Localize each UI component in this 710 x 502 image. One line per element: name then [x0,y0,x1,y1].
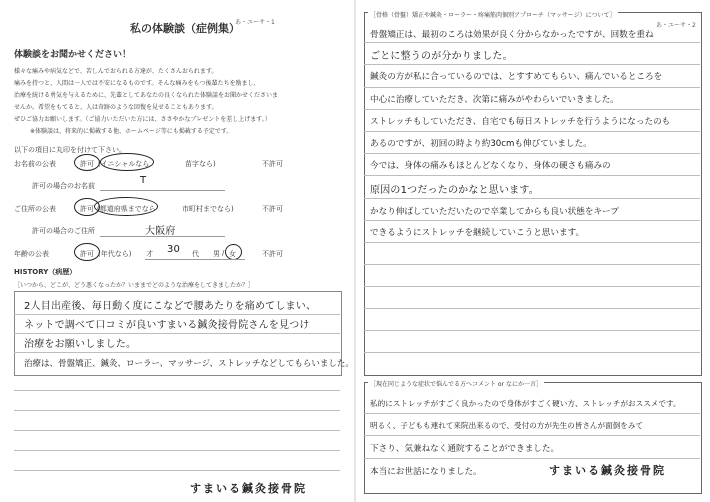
history-rule [14,314,340,315]
name-permit-circle [74,154,100,171]
comment-line: 本当にお世話になりました。 [370,467,482,477]
treatment-rule [364,87,700,88]
comment-line: 明るく、子どもも連れて来院出来るので、受付の方が先生の皆さんが面倒をみて [370,421,644,430]
treatment-heading: ［骨格（骨盤）矯正や鍼灸・ローラー・疼痛筋肉個別アプローチ（マッサージ）について］ [370,12,616,19]
comment-rule [364,413,700,414]
permission-heading: 以下の項目に丸印を付けて下さい。 [14,146,126,154]
treatment-rule [364,308,700,309]
intro-heading: 体験談をお聞かせください！ [14,50,132,60]
sex-female-circle [225,244,242,260]
sex-female-option[interactable]: 女 [229,250,236,258]
history-line: ネットで調べて口コミが良いすまいる鍼灸接骨院さんを見つけ [24,320,310,331]
treatment-line: かなり伸ばしていただいたので卒業してからも良い状態をキープ [370,207,619,217]
history-rule [14,390,340,391]
treatment-line: 原因の1つだったのかなと思います。 [370,185,539,196]
comment-line: 私的にストレッチがすごく良かったので身体がすごく硬い方、ストレッチがおススメです。 [370,399,681,408]
treatment-line: できるようにストレッチを継続していこうと思います。 [370,228,585,238]
history-question: ［いつから、どこが、どう悪くなったか？いままでどのような治療をしてきましたか？］ [14,282,255,289]
age-decade-option[interactable]: (年代なら) [98,250,132,258]
address-row-label: ご住所の公表 [14,205,56,213]
history-rule [14,470,340,471]
address-permit-option[interactable]: 許可 [80,205,94,213]
comment-rule [364,435,700,436]
history-rule [14,352,340,353]
treatment-rule [364,286,700,287]
intro-line: 痛みを持つと、人間は一人では不安になるものです。そんな痛みをもつ後輩たちを励まし、 [14,80,260,87]
name-permit-label: 許可の場合のお名前 [32,182,95,190]
address-prefecture-circle [94,197,158,216]
history-rule [14,333,340,334]
left-page [0,0,354,502]
treatment-line: 今では、身体の痛みもほとんどなくなり、身体の硬さも痛みの [370,161,611,171]
name-permit-option[interactable]: 許可 [80,160,94,168]
history-heading: HISTORY（病歴） [14,268,77,276]
address-prefecture-option[interactable]: (都道府県までなら [97,205,156,213]
age-permit-option[interactable]: 許可 [80,250,94,258]
treatment-line: 鍼灸の方が私に合っているのでは、とすすめてもらい、痛んでいるところを [370,72,663,82]
address-value: 大阪府 [145,226,176,237]
history-rule [14,430,340,431]
treatment-line: ストレッチもしていただき、自宅でも毎日ストレッチを行うようになったのも [370,117,671,127]
history-rule [14,450,340,451]
comment-heading: ［現在同じような症状で悩んでる方へコメント or なにか一言］ [370,381,542,388]
treatment-heading-note: あ・ユーサ・2 [656,22,696,29]
comment-line: 下さり、気兼ねなく通院することができました。 [370,444,560,454]
treatment-rule [364,264,700,265]
treatment-rule [364,175,700,176]
name-value: T [140,175,147,186]
history-line: 2人目出産後、毎日動く度にこなどで腰あたりを痛めてしまい、 [24,301,317,312]
sex-male-option[interactable]: 男 [213,250,220,258]
clinic-logo: すまいる鍼灸接骨院 [546,462,669,478]
intro-line: 治療を続ける勇気を与えるために、先輩としてあなたの良くなられた体験談をお聞かせくださいま [14,92,279,99]
history-line: 治療をお願いしました。 [24,339,137,350]
title-handwritten-note: あ・ユーサ・1 [235,19,275,26]
comment-rule [364,458,700,459]
treatment-line: 骨盤矯正は、最初のころは効果が良く分からなかったですが、回数を重ね [370,30,654,40]
history-line: 治療は、骨盤矯正、鍼灸、ローラー、マッサージ、ストレッチなどしてもらいました。 [24,359,354,369]
treatment-rule [364,64,700,65]
history-rule [14,410,340,411]
name-deny-option[interactable]: 不許可 [262,160,283,168]
age-value: 30 [167,244,181,255]
clinic-logo: すまいる鍼灸接骨院 [190,482,307,495]
address-city-option[interactable]: 市町村までなら) [182,205,234,213]
name-initial-circle [100,153,154,171]
age-permit-circle [74,243,100,261]
intro-line: 様々な痛みや病気などで、苦しんでおられる方達が、たくさんおられます。 [14,68,218,75]
name-row-label: お名前の公表 [14,160,56,168]
name-surname-option[interactable]: 苗字なら) [185,160,216,168]
right-page [356,0,710,502]
age-deny-option[interactable]: 不許可 [262,250,283,258]
intro-line: ※体験談は、将来的に掲載する他、ホームページ等にも掲載する予定です。 [30,128,233,135]
age-blank-prefix: 才 [146,250,153,258]
treatment-rule [364,330,700,331]
treatment-line: ごとに整うのが分かりました。 [370,51,513,62]
treatment-line: 中心に治療していただき、次第に痛みがやわらいでいきました。 [370,95,619,105]
intro-line: ぜひご協力お願いします。（ご協力いただいた方には、ささやかなプレゼントを差し上げます。） [14,116,271,123]
sex-separator: / [222,249,225,257]
name-initial-option[interactable]: (イニシャルなら [98,160,150,168]
age-line [145,259,245,260]
treatment-rule [364,42,700,43]
form-title: 私の体験談（症例集） [130,22,240,35]
treatment-rule [364,220,700,221]
treatment-rule [364,131,700,132]
treatment-rule [364,109,700,110]
age-row-label: 年齢の公表 [14,250,49,258]
intro-line: せんか。希望をもてると、人は奇跡のような回復を見せることもあります。 [14,104,218,111]
address-permit-label: 許可の場合のご住所 [32,227,95,235]
treatment-rule [364,153,700,154]
treatment-rule [364,352,700,353]
address-deny-option[interactable]: 不許可 [262,205,283,213]
treatment-rule [364,198,700,199]
name-line [100,190,225,191]
age-suffix: 代 [192,250,199,258]
treatment-rule [364,242,700,243]
treatment-line: あるのですが、初回の時より約30cmも伸びていました。 [370,139,592,149]
